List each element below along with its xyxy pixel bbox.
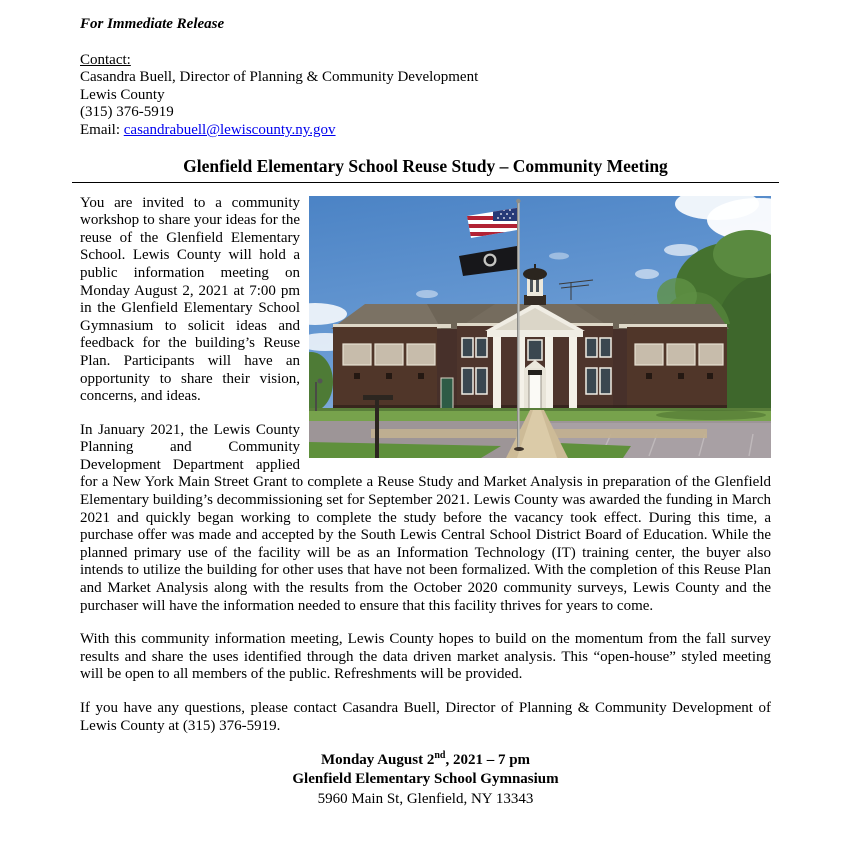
title-divider bbox=[72, 182, 779, 183]
body-paragraph-3: With this community information meeting, Lewis County hopes to build on the momentum from the fall survey results and share the uses identified through the data driven market analysis. This “open-house” styled meeting will be open to all members of the public. Refreshments will be provided. bbox=[80, 631, 771, 683]
event-date-suffix: , 2021 – 7 pm bbox=[445, 752, 531, 769]
school-photo bbox=[309, 196, 771, 458]
contact-label: Contact: bbox=[80, 51, 131, 68]
event-date-line bbox=[80, 751, 771, 770]
email-label: Email: bbox=[80, 121, 124, 138]
release-line: For Immediate Release bbox=[80, 16, 225, 32]
email-link[interactable]: casandrabuell@lewiscounty.ny.gov bbox=[123, 121, 336, 138]
page-title: Glenfield Elementary School Reuse Study – Community Meeting bbox=[183, 155, 668, 176]
body-paragraph-4: If you have any questions, please contact Casandra Buell, Director of Planning & Community Development of Lewis County at (315) 376-5919. bbox=[80, 700, 771, 734]
contact-organization: Lewis County bbox=[80, 86, 165, 103]
event-date-prefix: Monday August 2 bbox=[320, 752, 435, 769]
contact-email-line bbox=[80, 122, 771, 140]
contact-name: Casandra Buell, Director of Planning & Community Development bbox=[80, 69, 479, 86]
event-venue: Glenfield Elementary School Gymnasium bbox=[292, 771, 559, 788]
body-text bbox=[80, 195, 771, 736]
contact-block bbox=[80, 52, 771, 140]
event-block bbox=[80, 751, 771, 809]
body-paragraph-1: You are invited to a community workshop to share your ideas for the reuse of the Glenfield Elementary School. Lewis County will hold a public information meeting on Monday August 2, 2021 at 7:00 pm in the Glenfield Elementary School Gymnasium to solicit ideas and feedback for the building’s Reuse Plan. Participants will have an opportunity to share their vision, concerns, and ideas. bbox=[80, 194, 300, 405]
event-date-ordinal: nd bbox=[434, 750, 446, 762]
school-photo-illustration bbox=[309, 196, 771, 458]
event-address: 5960 Main St, Glenfield, NY 13343 bbox=[317, 790, 534, 807]
contact-phone: (315) 376-5919 bbox=[80, 104, 174, 121]
body-paragraph-2: In January 2021, the Lewis County Planning and Community Development Department applied for a New York Main Street Grant to complete a Reuse Study and Market Analysis in preparation of the Glenfield Elementary building’s decommissioning set for September 2021. Lewis County was awarded the funding in March 2021 and quickly began working to complete the study before the vacancy took effect. During this time, a purchase offer was made and accepted by the South Lewis Central School District Board of Education. While the planned primary use of the facility will be as an Information Technology (IT) training center, the buyer also intends to utilize the building for other uses that have not been formalized. With the completion of this Reuse Plan and Market Analysis along with the results from the October 2020 community surveys, Lewis County and the purchaser will have the information needed to ensure that this facility thrives for years to come. bbox=[80, 421, 771, 614]
